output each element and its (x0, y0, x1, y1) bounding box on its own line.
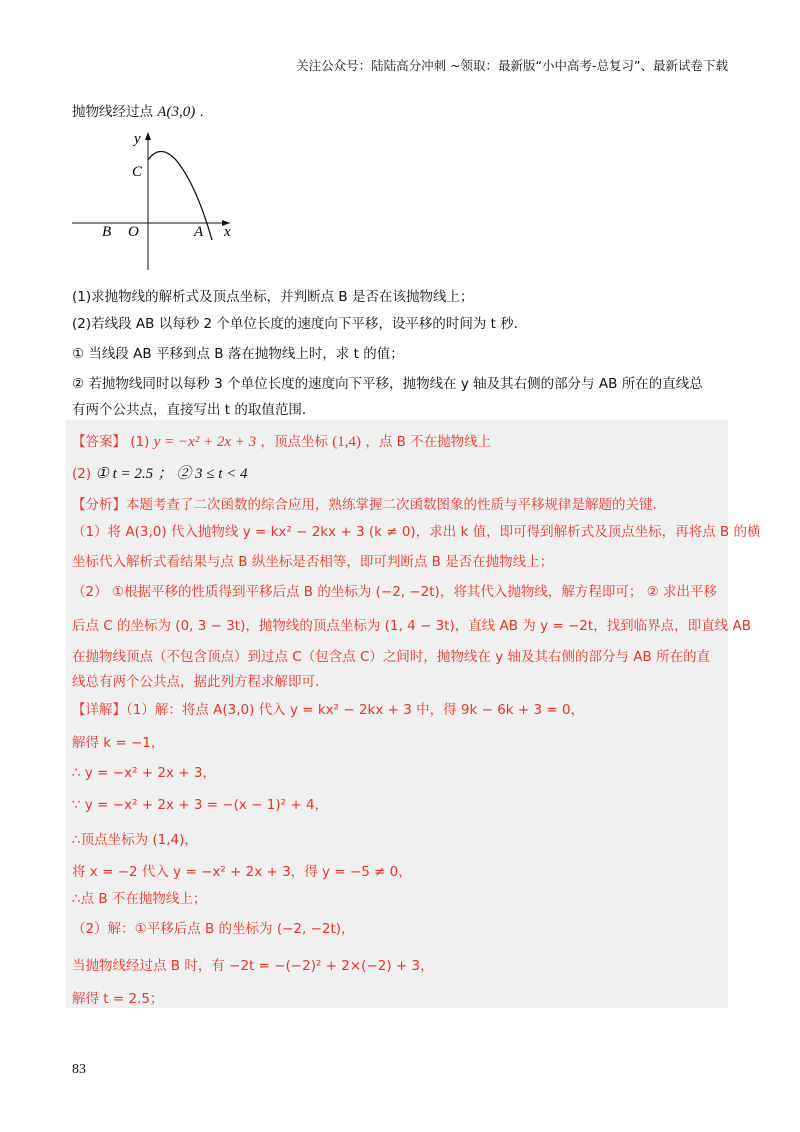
detail-line-3: ∴ y = −x² + 2x + 3， (72, 765, 216, 781)
answer-vertex-label: ，顶点坐标 (260, 434, 328, 450)
b-label: B (102, 224, 112, 240)
detail-line-8: （2）解：①平移后点 B 的坐标为 (−2, −2t)， (72, 921, 355, 937)
detail-line-1-text: （1）解：将点 A(3,0) 代入 y = kx² − 2kx + 3 中，得 9k − 6k + 3 = 0， (126, 702, 585, 718)
intro-line (72, 100, 204, 121)
intro-text: 抛物线经过点 (72, 104, 153, 120)
detail-line-4: ∵ y = −x² + 2x + 3 = −(x − 1)² + 4， (72, 797, 329, 813)
intro-end: . (199, 104, 204, 120)
a-label: A (194, 224, 204, 240)
analysis-line-7: 线总有两个公共点，据此列方程求解即可． (72, 674, 329, 690)
analysis-line-1-text: 本题考查了二次函数的综合应用，熟练掌握二次函数图象的性质与平移规律是解题的关键． (126, 497, 666, 513)
parabola-graph (72, 128, 242, 278)
question-2: (2)若线段 AB 以每秒 2 个单位长度的速度向下平移，设平移的时间为 t 秒． (72, 316, 528, 332)
analysis-line-6: 在抛物线顶点（不包含顶点）到过点 C（包含点 C）之间时，抛物线在 y 轴及其右侧的部分与 AB 所在的直 (72, 649, 711, 665)
analysis-tag: 【分析】 (72, 497, 126, 513)
detail-line-1 (72, 698, 584, 718)
analysis-line-5: 后点 C 的坐标为 (0, 3 − 3t)，抛物线的顶点坐标为 (1, 4 − 3t)，直线 AB 为 y = −2t，找到临界点，即直线 AB (72, 618, 751, 634)
question-2b-line1: ② 若抛物线同时以每秒 3 个单位长度的速度向下平移，抛物线在 y 轴及其右侧的部分与 AB 所在的直线总 (72, 376, 703, 392)
answer-line-2 (72, 462, 248, 483)
question-1: (1)求抛物线的解析式及顶点坐标，并判断点 B 是否在该抛物线上； (72, 289, 474, 305)
intro-point: A(3,0) (157, 104, 196, 120)
answer-part2-b: ； ② 3 ≤ t < 4 (157, 466, 248, 482)
page-header: 关注公众号：陆陆高分冲刺 ~领取：最新版“小中高考-总复习”、最新试卷下载 (296, 58, 728, 73)
y-axis-arrow (145, 132, 151, 140)
question-2b-line2: 有两个公共点，直接写出 t 的取值范围． (72, 402, 316, 418)
answer-part1-prefix: (1) (130, 434, 150, 450)
answer-part1-equation: y = −x² + 2x + 3 (153, 434, 257, 450)
answer-vertex-value: (1,4) (332, 434, 362, 450)
detail-line-2: 解得 k = −1， (72, 735, 165, 751)
question-2a: ① 当线段 AB 平移到点 B 落在抛物线上时，求 t 的值； (72, 346, 404, 362)
analysis-line-2: （1）将 A(3,0) 代入抛物线 y = kx² − 2kx + 3 (k ≠ 0)，求出 k 值，即可得到解析式及顶点坐标，再将点 B 的横 (72, 524, 761, 540)
answer-tag: 【答案】 (72, 434, 126, 450)
analysis-line-3: 坐标代入解析式看结果与点 B 纵坐标是否相等，即可判断点 B 是否在抛物线上； (72, 554, 554, 570)
analysis-line-4: （2） ①根据平移的性质得到平移后点 B 的坐标为 (−2, −2t)，将其代入抛物线，解方程即可； ② 求出平移 (72, 584, 718, 600)
analysis-line-1 (72, 493, 666, 513)
detail-line-10: 解得 t = 2.5； (72, 991, 164, 1007)
detail-line-5: ∴顶点坐标为 (1,4)， (72, 832, 198, 848)
c-label: C (132, 164, 143, 180)
y-label: y (134, 131, 141, 147)
page-number: 83 (72, 1062, 86, 1077)
detail-line-9: 当抛物线经过点 B 时，有 −2t = −(−2)² + 2×(−2) + 3， (72, 958, 434, 974)
detail-line-7: ∴点 B 不在抛物线上； (72, 891, 207, 907)
detail-tag: 【详解】 (72, 702, 126, 718)
x-label: x (224, 224, 231, 240)
answer-part2-a: ① t = 2.5 (95, 466, 154, 482)
answer-line-1 (72, 430, 491, 451)
o-label: O (128, 224, 139, 240)
answer-part1-end: ，点 B 不在抛物线上 (365, 434, 492, 450)
detail-line-6: 将 x = −2 代入 y = −x² + 2x + 3，得 y = −5 ≠ 0， (72, 864, 412, 880)
answer-part2-prefix: (2) (72, 466, 92, 482)
